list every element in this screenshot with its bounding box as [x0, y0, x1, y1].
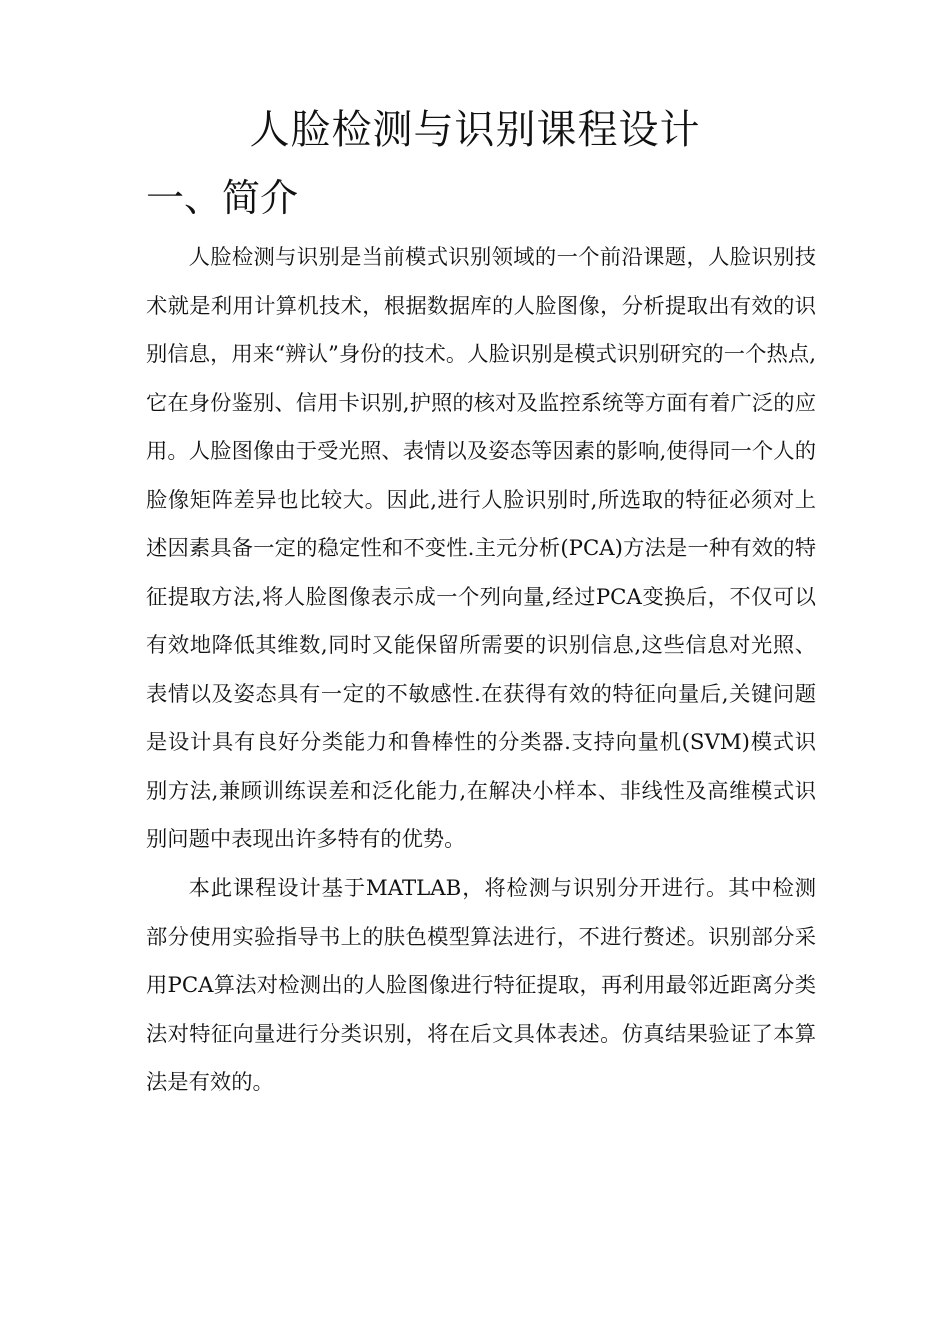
body-paragraph: 本此课程设计基于MATLAB，将检测与识别分开进行。其中检测部分使用实验指导书上的肤色模型算法进行，不进行赘述。识别部分采用PCA算法对检测出的人脸图像进行特征提取，再利用最邻近距离分类法对特征向量进行分类识别，将在后文具体表述。仿真结果验证了本算法是有效的。 [146, 876, 816, 1095]
body-paragraph: 人脸检测与识别是当前模式识别领域的一个前沿课题，人脸识别技术就是利用计算机技术，根据数据库的人脸图像，分析提取出有效的识别信息，用来“辨认”身份的技术。人脸识别是模式识别研究的一个热点,它在身份鉴别、信用卡识别,护照的核对及监控系统等方面有着广泛的应用。人脸图像由于受光照、表情以及姿态等因素的影响,使得同一个人的脸像矩阵差异也比较大。因此,进行人脸识别时,所选取的特征必须对上述因素具备一定的稳定性和不变性.主元分析(PCA)方法是一种有效的特征提取方法,将人脸图像表示成一个列向量,经过PCA变换后，不仅可以有效地降低其维数,同时又能保留所需要的识别信息,这些信息对光照、表情以及姿态具有一定的不敏感性.在获得有效的特征向量后,关键问题是设计具有良好分类能力和鲁棒性的分类器.支持向量机(SVM)模式识别方法,兼顾训练误差和泛化能力,在解决小样本、非线性及高维模式识别问题中表现出许多特有的优势。 [146, 245, 816, 852]
document-title: 人脸检测与识别课程设计 [249, 107, 701, 153]
section-heading-introduction: 一、简介 [146, 176, 299, 220]
